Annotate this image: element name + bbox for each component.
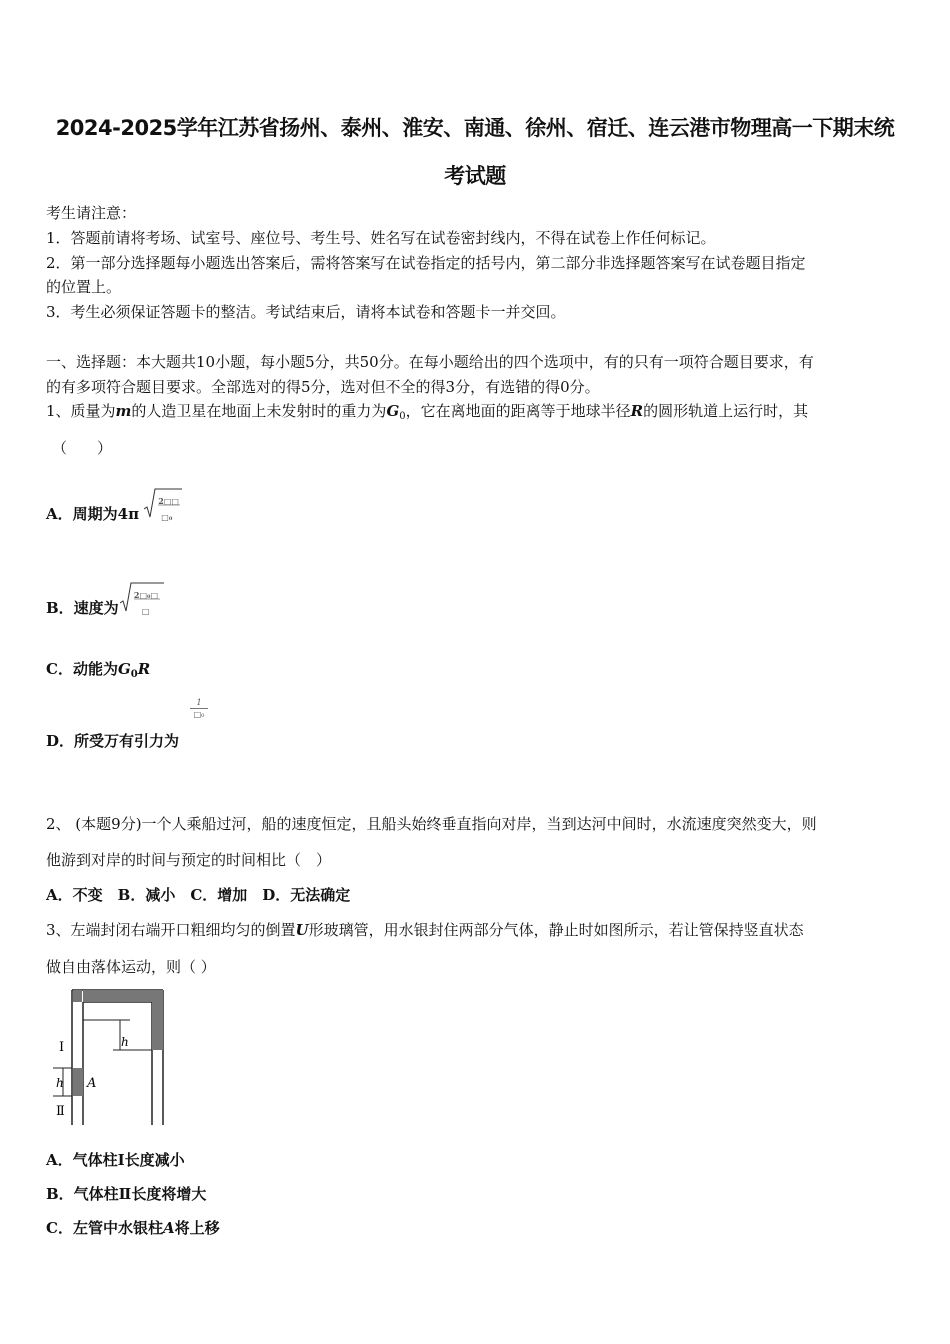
q1-stem: [46, 401, 908, 427]
section-intro-1: 一、选择题：本大题共10小题，每小题5分，共50分。在每小题给出的四个选项中，有的只有一项符合题目要求，有: [46, 353, 814, 371]
q1-var-m: m: [115, 402, 132, 420]
q1-option-d-fraction: [190, 698, 208, 719]
fraction-bar: [190, 708, 208, 709]
notice-item-3: 3．考生必须保证答题卡的整洁。考试结束后，请将本试卷和答题卡一并交回。: [46, 303, 566, 321]
label-h-left: h: [56, 1076, 64, 1090]
q1-option-c-sub: 0: [130, 669, 138, 680]
q1-option-b-num: 2□₀□: [133, 590, 159, 600]
q1-option-a-den: □₀: [161, 512, 173, 522]
q3-option-c[interactable]: [46, 1218, 908, 1238]
q3-text-b: 形玻璃管，用水银封住两部分气体，静止时如图所示，若让管保持竖直状态: [308, 921, 804, 939]
notice-item-1: 1．答题前请将考场、试室号、座位号、考生号、姓名写在试卷密封线内，不得在试卷上作任何标记。: [46, 229, 716, 247]
q1-option-c[interactable]: [46, 659, 908, 685]
sqrt-icon: [120, 581, 164, 617]
q3-text-a: 3、左端封闭右端开口粗细均匀的倒置: [46, 921, 296, 939]
q1-text-a: 1、质量为: [46, 402, 116, 420]
q1-option-d-den: □₀: [193, 710, 205, 719]
q1-option-b-label: B．速度为: [46, 599, 119, 617]
q3-var-u: U: [295, 921, 309, 939]
q1-option-c-r: R: [137, 660, 151, 678]
q3-option-b[interactable]: B．气体柱Ⅱ长度将增大: [46, 1185, 207, 1203]
q1-option-b[interactable]: [46, 591, 908, 627]
q1-blank: （ ）: [52, 439, 113, 457]
q1-sub-0: 0: [399, 411, 406, 422]
q1-option-a-num: 2□□: [158, 496, 179, 506]
notice-item-2: 2．第一部分选择题每小题选出答案后，需将答案写在试卷指定的括号内，第二部分非选择题答案写在试卷题目指定: [46, 254, 806, 272]
q1-option-d-num: 1: [196, 698, 202, 707]
label-gas-ii: Ⅱ: [56, 1104, 65, 1119]
label-gas-i: Ⅰ: [59, 1040, 65, 1055]
notice-heading: 考生请注意：: [46, 204, 137, 222]
q1-option-a[interactable]: [46, 497, 908, 533]
sqrt-icon: [144, 487, 182, 523]
q1-option-d[interactable]: [46, 731, 908, 751]
q1-option-d-label: D．所受万有引力为: [46, 732, 180, 750]
u-tube-figure: [50, 985, 175, 1130]
q1-option-a-label: A．周期为4π: [46, 505, 140, 523]
q3-option-a[interactable]: A．气体柱Ⅰ长度减小: [46, 1151, 185, 1169]
q3-option-c-var: A: [162, 1219, 175, 1237]
q2-options[interactable]: A．不变 B．减小 C．增加 D．无法确定: [46, 886, 351, 904]
notice-item-2-cont: 的位置上。: [46, 278, 122, 296]
q3-line-1: [46, 920, 908, 940]
mercury-top-left: [73, 990, 82, 1002]
title-line-1: 2024-2025学年江苏省扬州、泰州、淮安、南通、徐州、宿迁、连云港市物理高一下期末统: [55, 116, 895, 140]
section-intro-2: 的有多项符合题目要求。全部选对的得5分，选对但不全的得3分，有选错的得0分。: [46, 378, 600, 396]
q1-option-c-label: C．动能为: [46, 660, 118, 678]
q1-option-b-den: □: [141, 606, 150, 616]
mercury-column-a: [73, 1068, 83, 1096]
q3-option-c-b: 将上移: [174, 1219, 220, 1237]
label-a: A: [87, 1076, 97, 1091]
q3-line-2: 做自由落体运动，则（ ）: [46, 958, 216, 976]
title-line-2: 考试题: [444, 164, 506, 188]
q1-text-c: ，它在离地面的距离等于地球半径: [405, 402, 631, 420]
q1-var-r: R: [630, 402, 644, 420]
q1-text-d: 的圆形轨道上运行时，其: [643, 402, 809, 420]
q3-option-c-a: C．左管中水银柱: [46, 1219, 163, 1237]
q1-text-b: 的人造卫星在地面上未发射时的重力为: [131, 402, 387, 420]
q2-line-1: 2、 (本题9分)一个人乘船过河，船的速度恒定，且船头始终垂直指向对岸，当到达河中间时，水流速度突然变大，则: [46, 815, 817, 833]
q2-line-2: 他游到对岸的时间与预定的时间相比（ ）: [46, 851, 332, 869]
q1-var-g: G: [386, 402, 400, 420]
label-h-top: h: [121, 1035, 129, 1049]
q1-option-c-var: G: [117, 660, 131, 678]
